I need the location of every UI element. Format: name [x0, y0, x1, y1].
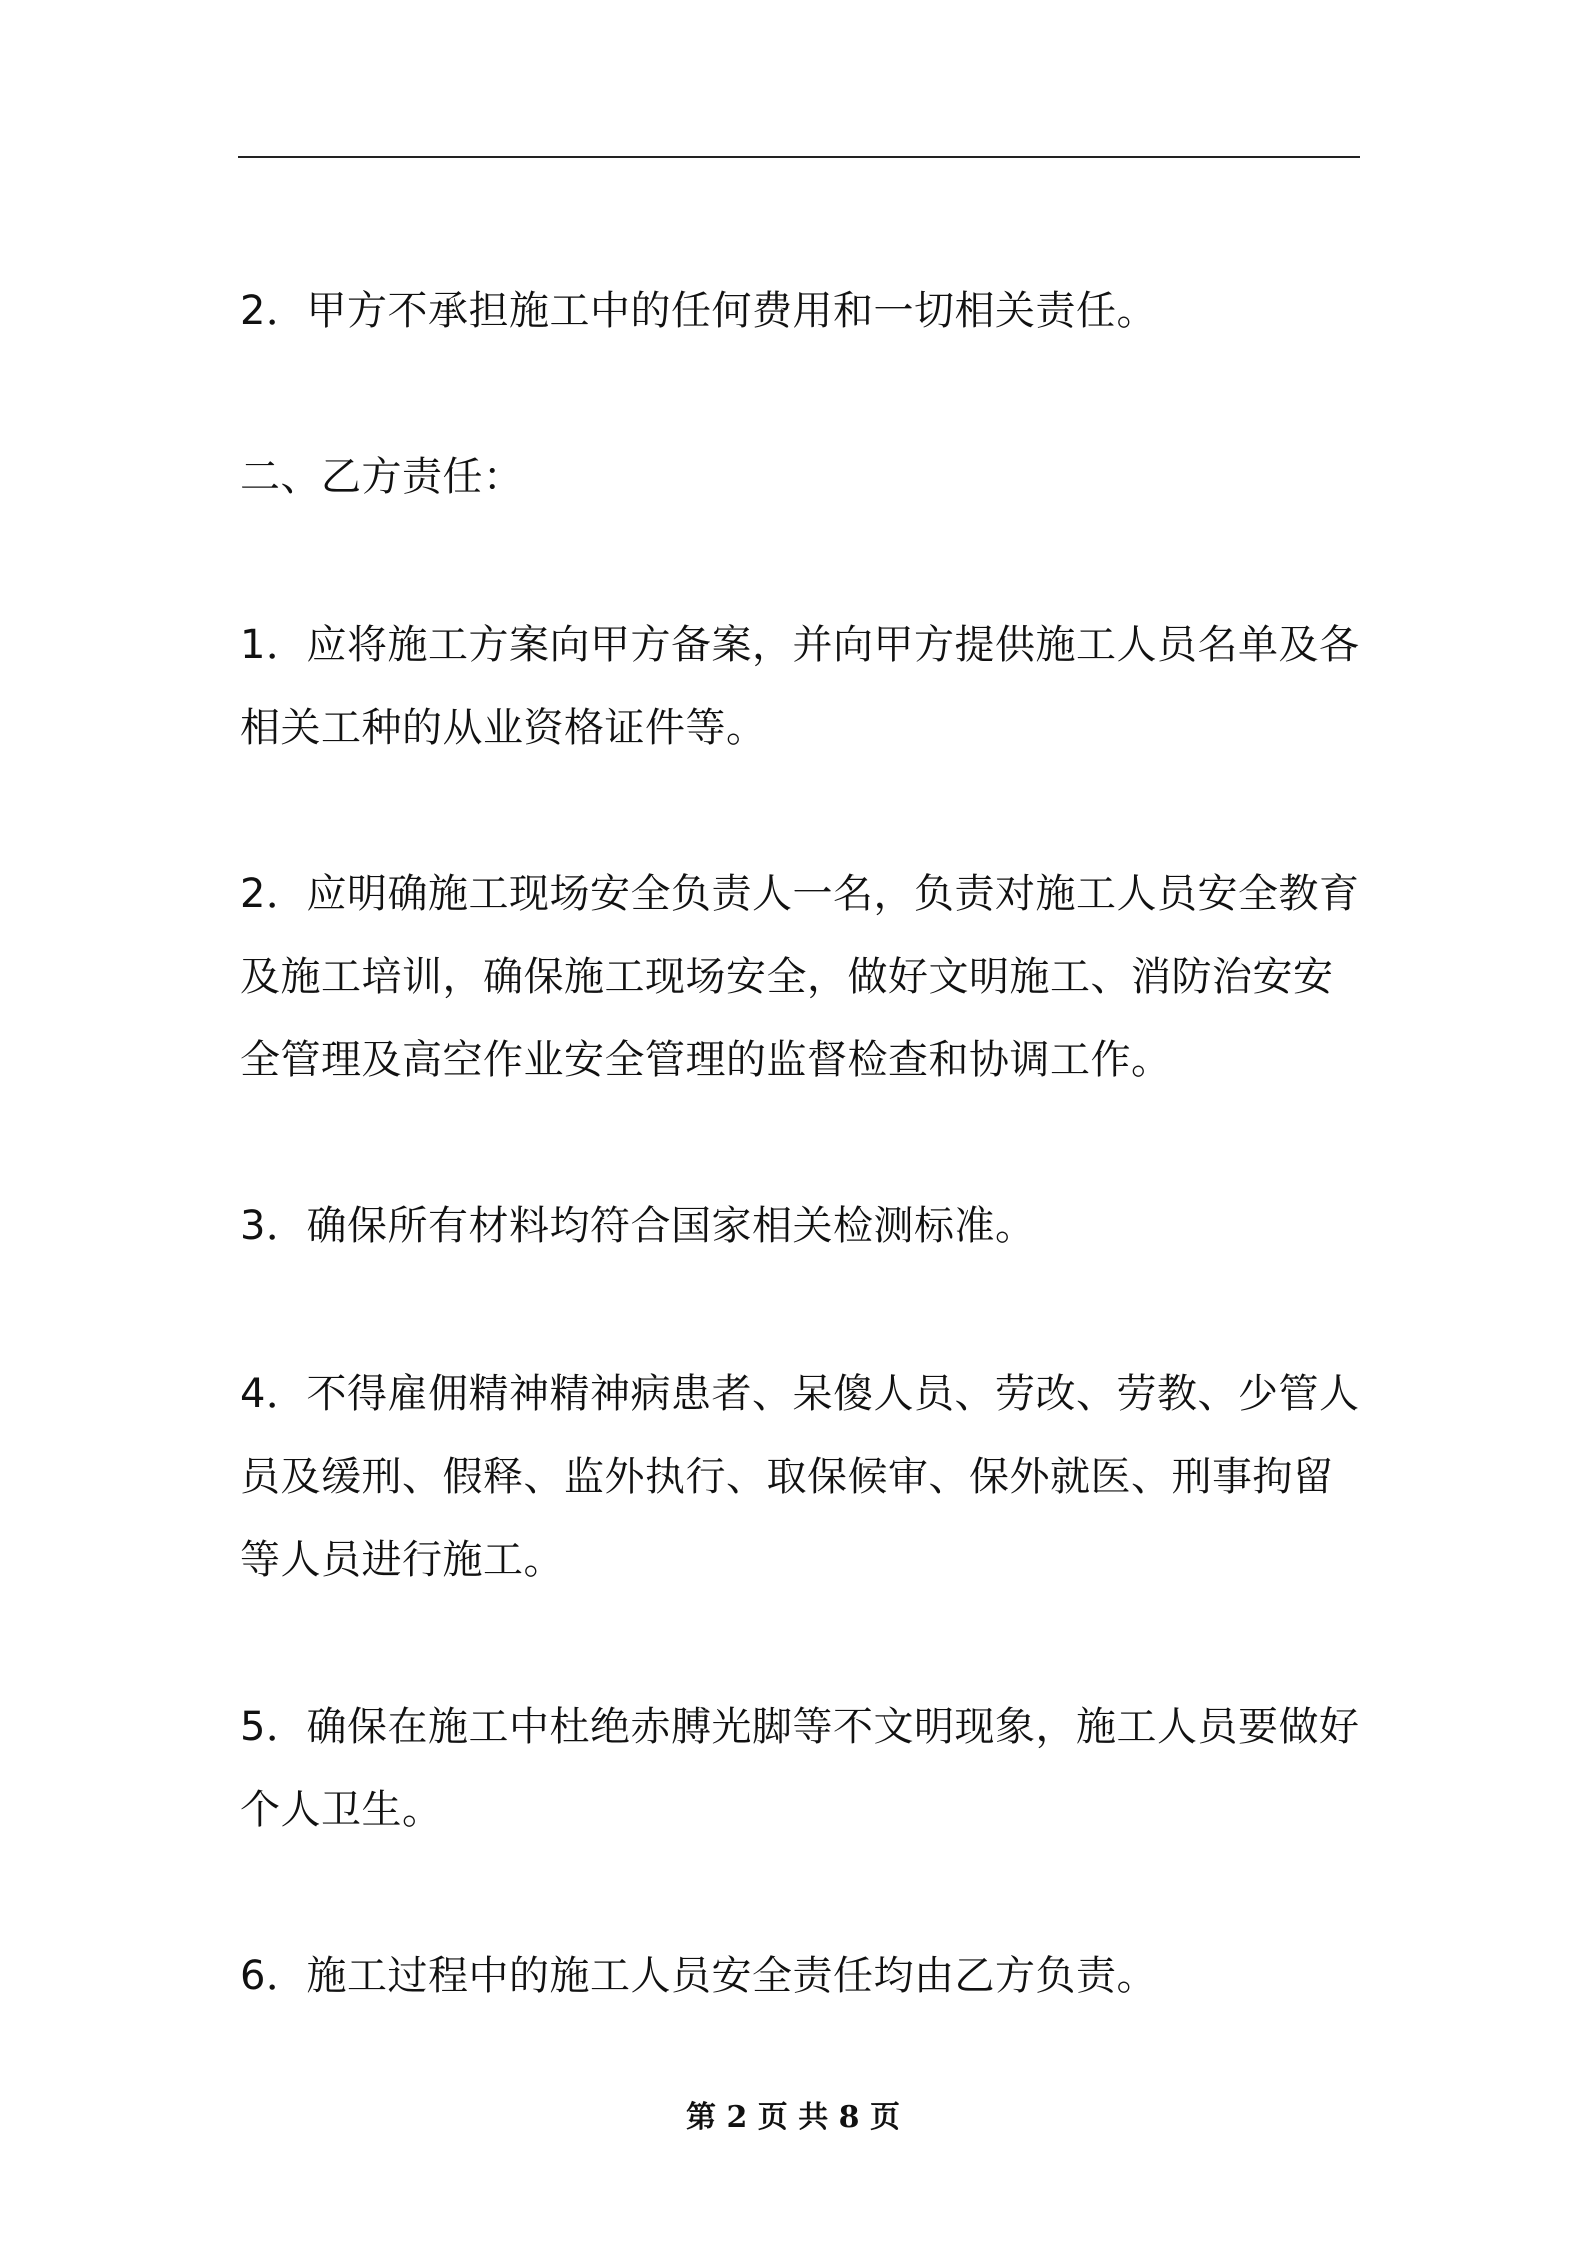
- clause-party-a-2: 2．甲方不承担施工中的任何费用和一切相关责任。: [240, 288, 1157, 334]
- clause-party-b-4: 4．不得雇佣精神精神病患者、呆傻人员、劳改、劳教、少管人员及缓刑、假释、监外执行、取保候审、保外就医、刑事拘留等人员进行施工。: [240, 1371, 1360, 1583]
- page-number: 第 2 页 共 8 页: [686, 2100, 900, 2135]
- clause-party-b-1: 1．应将施工方案向甲方备案，并向甲方提供施工人员名单及各相关工种的从业资格证件等。: [240, 622, 1360, 751]
- header-rule: [238, 156, 1360, 158]
- section-heading-party-b: 二、乙方责任：: [240, 454, 524, 500]
- clause-party-b-2: 2．应明确施工现场安全负责人一名，负责对施工人员安全教育及施工培训，确保施工现场安全，做好文明施工、消防治安安全管理及高空作业安全管理的监督检查和协调工作。: [240, 871, 1360, 1083]
- clause-party-b-3: 3．确保所有材料均符合国家相关检测标准。: [240, 1203, 1036, 1249]
- clause-party-b-6: 6．施工过程中的施工人员安全责任均由乙方负责。: [240, 1953, 1157, 1999]
- clause-party-b-5: 5．确保在施工中杜绝赤膊光脚等不文明现象，施工人员要做好个人卫生。: [240, 1704, 1360, 1833]
